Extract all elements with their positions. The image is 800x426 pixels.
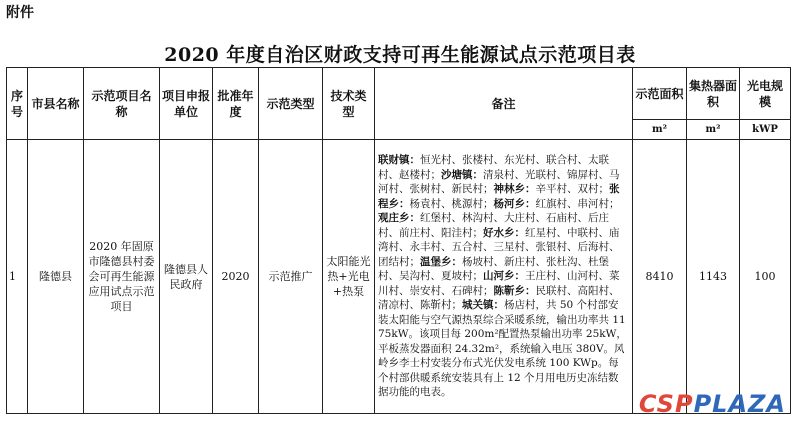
remark-town-label: 神林乡：	[493, 183, 536, 196]
header-row	[7, 68, 791, 120]
remark-text: 恒光村、张楼村、东光村、联合村、太联村、赵楼村；	[378, 154, 609, 181]
remark-text: 民联村、高阳村、清凉村、陈靳村；	[378, 284, 620, 312]
cell-project: 2020 年固原市隆德县村委会可再生能源应用试点示范项目	[84, 140, 160, 414]
remark-text: 王庄村、山河村、菜川村、崇安村、石碑村；	[378, 270, 620, 297]
cell-unit: 隆德县人民政府	[160, 140, 213, 414]
header-unit: 项目申报单位	[160, 68, 213, 140]
cell-year: 2020	[213, 140, 259, 414]
table-row	[7, 140, 791, 414]
remark-text: 红旗村、串河村；	[535, 197, 620, 210]
header-year: 批准年度	[213, 68, 259, 140]
cell-type: 示范推广	[259, 140, 323, 414]
watermark-part2: PLAZA	[693, 390, 786, 418]
remark-town-label: 陈靳乡：	[493, 284, 536, 297]
cell-tech: 太阳能光热+光电+热泵	[323, 140, 375, 414]
header-no: 序号	[7, 68, 28, 140]
remark-town-label: 张程乡：	[378, 183, 620, 210]
header-remark: 备注	[375, 68, 633, 140]
remark-town-label: 温堡乡：	[420, 255, 462, 268]
remark-text: 杨坡村、新庄村、张杜沟、杜堡村、吴沟村、夏坡村；	[378, 255, 609, 283]
remark-town-label: 好水乡：	[483, 226, 525, 239]
watermark-logo	[639, 390, 786, 418]
header-pv: 光电规模	[740, 68, 791, 120]
unit-area: m²	[633, 120, 687, 140]
cell-no: 1	[7, 140, 28, 414]
remark-text: 辛平村、双村；	[535, 183, 609, 196]
remark-town-label: 观庄乡：	[378, 212, 420, 225]
unit-collector: m²	[687, 120, 740, 140]
remark-town-label: 城关镇：	[462, 299, 504, 312]
cell-area: 8410	[633, 140, 687, 414]
header-project: 示范项目名称	[84, 68, 160, 140]
attachment-label: 附件	[6, 5, 34, 21]
cell-pv: 100	[740, 140, 791, 414]
cell-county: 隆德县	[28, 140, 84, 414]
header-area: 示范面积	[633, 68, 687, 120]
remark-town-label: 沙塘镇：	[441, 168, 483, 181]
header-tech: 技术类型	[323, 68, 375, 140]
remark-town-label: 联财镇：	[378, 154, 420, 167]
remark-town-label: 杨河乡：	[493, 197, 536, 210]
unit-pv: kWP	[740, 120, 791, 140]
cell-collector: 1143	[687, 140, 740, 414]
header-collector: 集热器面积	[687, 68, 740, 120]
remark-text: 杨店村，共 50 个村部安装太阳能与空气源热泵综合采暖系统，输出功率共 1175kW。该项目每 200m²配置热泵输出功率 25kW，平板蒸发器面积 24.32m²，系统输入电压 380V。风岭乡李士村安装分布式光伏发电系统 100 KWp。每个村部供暖系统安装具有上 12 个月用电历史冻结数据功能的电表。	[378, 299, 627, 399]
header-type: 示范类型	[259, 68, 323, 140]
project-table	[6, 67, 791, 414]
remark-text: 红堡村、林沟村、大庄村、石庙村、后庄村、前庄村、阳洼村；	[378, 212, 609, 239]
page-title: 2020 年度自治区财政支持可再生能源试点示范项目表	[164, 44, 636, 66]
remark-town-label: 山河乡：	[483, 270, 525, 283]
watermark-part1: CSP	[638, 390, 694, 418]
remark-text: 清泉村、光联村、锦屏村、马河村、张树村、新民村；	[378, 168, 620, 196]
cell-remark	[375, 140, 633, 414]
remark-text: 红星村、中联村、庙湾村、永丰村、五合村、三星村、张银村、后海村、团结村；	[378, 226, 620, 268]
remark-text: 杨袁村、桃源村；	[409, 197, 494, 210]
header-county: 市县名称	[28, 68, 84, 140]
